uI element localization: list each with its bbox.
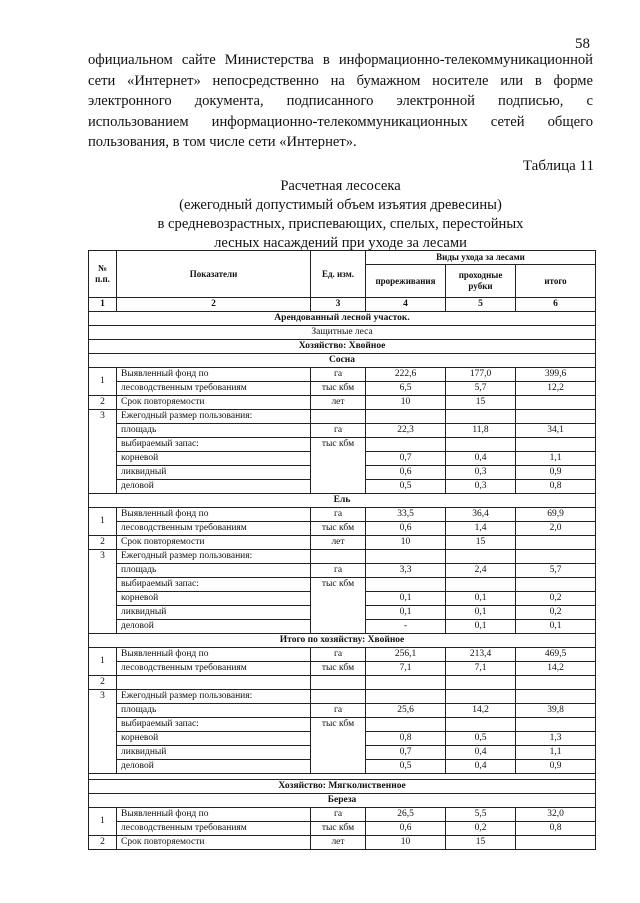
value-cell: 6,5 bbox=[366, 382, 446, 396]
value-cell bbox=[516, 536, 596, 550]
unit-cell: га bbox=[311, 508, 366, 522]
forest-cutting-table bbox=[88, 250, 596, 850]
value-cell: 0,6 bbox=[366, 522, 446, 536]
value-cell: 25,6 bbox=[366, 704, 446, 718]
row-number: 2 bbox=[89, 396, 117, 410]
table-label: Таблица 11 bbox=[522, 158, 594, 174]
column-number: 2 bbox=[117, 298, 311, 312]
table-row bbox=[89, 410, 596, 424]
value-cell: 0,5 bbox=[366, 480, 446, 494]
value-cell: 1,3 bbox=[516, 732, 596, 746]
row-label: лесоводственным требованиям bbox=[117, 822, 311, 836]
value-cell bbox=[516, 836, 596, 850]
column-number: 3 bbox=[311, 298, 366, 312]
row-number: 2 bbox=[89, 676, 117, 690]
unit-cell: лет bbox=[311, 536, 366, 550]
unit-cell: тыс кбм bbox=[311, 662, 366, 676]
value-cell: 15 bbox=[446, 396, 516, 410]
row-label: Выявленный фонд по bbox=[117, 808, 311, 822]
value-cell: 0,7 bbox=[366, 746, 446, 760]
row-label: ликвидный bbox=[117, 746, 311, 760]
value-cell: 469,5 bbox=[516, 648, 596, 662]
table-row bbox=[89, 676, 596, 690]
value-cell: 32,0 bbox=[516, 808, 596, 822]
caption-line: лесных насаждений при уходе за лесами bbox=[214, 235, 467, 251]
row-number: 3 bbox=[89, 690, 117, 774]
value-cell: 14,2 bbox=[446, 704, 516, 718]
table-row bbox=[89, 690, 596, 704]
value-cell: 2,0 bbox=[516, 522, 596, 536]
table-row bbox=[89, 836, 596, 850]
row-label: Выявленный фонд по bbox=[117, 508, 311, 522]
row-label: деловой bbox=[117, 620, 311, 634]
header-thinning: прореживания bbox=[366, 265, 446, 298]
value-cell: 15 bbox=[446, 536, 516, 550]
value-cell: 3,3 bbox=[366, 564, 446, 578]
value-cell: 22,3 bbox=[366, 424, 446, 438]
row-label: выбираемый запас: bbox=[117, 718, 311, 732]
species-heading-birch: Береза bbox=[89, 794, 596, 808]
unit-cell: лет bbox=[311, 396, 366, 410]
page-number: 58 bbox=[575, 36, 590, 52]
row-number: 1 bbox=[89, 368, 117, 396]
value-cell: 69,9 bbox=[516, 508, 596, 522]
row-label: Ежегодный размер пользования: bbox=[117, 690, 311, 704]
value-cell: 0,5 bbox=[366, 760, 446, 774]
value-cell: 0,3 bbox=[446, 466, 516, 480]
value-cell: 0,3 bbox=[446, 480, 516, 494]
header-kinds: Виды ухода за лесами bbox=[366, 251, 596, 265]
value-cell: 0,1 bbox=[516, 620, 596, 634]
row-label: лесоводственным требованиям bbox=[117, 382, 311, 396]
row-label: лесоводственным требованиям bbox=[117, 662, 311, 676]
value-cell: 5,7 bbox=[516, 564, 596, 578]
table-row bbox=[89, 564, 596, 578]
table-row bbox=[89, 508, 596, 522]
row-label: Выявленный фонд по bbox=[117, 368, 311, 382]
farm-softwood-heading: Хозяйство: Мягколиственное bbox=[89, 780, 596, 794]
row-label: корневой bbox=[117, 452, 311, 466]
unit-cell: га bbox=[311, 648, 366, 662]
value-cell: 0,5 bbox=[446, 732, 516, 746]
value-cell: 10 bbox=[366, 536, 446, 550]
value-cell: 0,9 bbox=[516, 760, 596, 774]
row-label: Срок повторяемости bbox=[117, 836, 311, 850]
value-cell: 0,6 bbox=[366, 466, 446, 480]
table-row bbox=[89, 662, 596, 676]
unit-cell: тыс кбм bbox=[311, 382, 366, 396]
value-cell: 0,2 bbox=[516, 606, 596, 620]
unit-cell: тыс кбм bbox=[311, 578, 366, 634]
table-caption bbox=[88, 177, 593, 253]
row-label: выбираемый запас: bbox=[117, 578, 311, 592]
column-number: 6 bbox=[516, 298, 596, 312]
value-cell bbox=[516, 396, 596, 410]
value-cell: 0,1 bbox=[366, 592, 446, 606]
row-label: Ежегодный размер пользования: bbox=[117, 410, 311, 424]
header-passage: проходные рубки bbox=[446, 265, 516, 298]
table-row bbox=[89, 382, 596, 396]
table-row bbox=[89, 808, 596, 822]
column-number: 1 bbox=[89, 298, 117, 312]
header-total: итого bbox=[516, 265, 596, 298]
table-row bbox=[89, 704, 596, 718]
value-cell: 0,4 bbox=[446, 452, 516, 466]
table-row bbox=[89, 822, 596, 836]
value-cell: 222,6 bbox=[366, 368, 446, 382]
row-label: корневой bbox=[117, 592, 311, 606]
table-row bbox=[89, 396, 596, 410]
value-cell: 36,4 bbox=[446, 508, 516, 522]
value-cell: 0,8 bbox=[516, 822, 596, 836]
row-label: ликвидный bbox=[117, 466, 311, 480]
value-cell: 33,5 bbox=[366, 508, 446, 522]
value-cell: 12,2 bbox=[516, 382, 596, 396]
table-row bbox=[89, 424, 596, 438]
value-cell: 0,2 bbox=[516, 592, 596, 606]
value-cell: 0,9 bbox=[516, 466, 596, 480]
row-number: 1 bbox=[89, 508, 117, 536]
table-row bbox=[89, 550, 596, 564]
header-unit: Ед. изм. bbox=[311, 251, 366, 298]
value-cell: 0,8 bbox=[366, 732, 446, 746]
row-label: Ежегодный размер пользования: bbox=[117, 550, 311, 564]
column-number-row bbox=[89, 298, 596, 312]
value-cell: 256,1 bbox=[366, 648, 446, 662]
table-row bbox=[89, 718, 596, 732]
table-row bbox=[89, 438, 596, 452]
value-cell: - bbox=[366, 620, 446, 634]
intro-paragraph: официальном сайте Министерства в информационно-телекоммуникационной сети «Интернет» непосредственно на бумажном носителе или в форме электронного документа, подписанного электронной подписью, с использованием информационно-телекоммуникационных сетей общего пользования, в том числе сети «Интернет». bbox=[88, 52, 593, 150]
row-number: 2 bbox=[89, 536, 117, 550]
row-label: площадь bbox=[117, 424, 311, 438]
value-cell: 0,7 bbox=[366, 452, 446, 466]
value-cell: 213,4 bbox=[446, 648, 516, 662]
value-cell: 0,8 bbox=[516, 480, 596, 494]
value-cell: 0,2 bbox=[446, 822, 516, 836]
unit-cell: лет bbox=[311, 836, 366, 850]
value-cell: 5,5 bbox=[446, 808, 516, 822]
value-cell: 0,6 bbox=[366, 822, 446, 836]
value-cell: 399,6 bbox=[516, 368, 596, 382]
value-cell: 1,1 bbox=[516, 452, 596, 466]
unit-cell: тыс кбм bbox=[311, 522, 366, 536]
unit-cell: га bbox=[311, 424, 366, 438]
value-cell: 26,5 bbox=[366, 808, 446, 822]
table-row bbox=[89, 578, 596, 592]
header-num: № п.п. bbox=[89, 251, 117, 298]
value-cell: 15 bbox=[446, 836, 516, 850]
value-cell: 10 bbox=[366, 396, 446, 410]
caption-line: в средневозрастных, приспевающих, спелых, перестойных bbox=[157, 216, 524, 232]
row-label: лесоводственным требованиям bbox=[117, 522, 311, 536]
value-cell: 34,1 bbox=[516, 424, 596, 438]
row-number: 3 bbox=[89, 410, 117, 494]
value-cell: 0,4 bbox=[446, 746, 516, 760]
value-cell: 0,1 bbox=[446, 592, 516, 606]
value-cell: 10 bbox=[366, 836, 446, 850]
column-number: 5 bbox=[446, 298, 516, 312]
row-label: площадь bbox=[117, 704, 311, 718]
unit-cell: га bbox=[311, 704, 366, 718]
value-cell: 7,1 bbox=[446, 662, 516, 676]
row-label: Срок повторяемости bbox=[117, 396, 311, 410]
section-protective: Защитные леса bbox=[89, 326, 596, 340]
unit-cell: га bbox=[311, 368, 366, 382]
value-cell: 1,4 bbox=[446, 522, 516, 536]
row-label: выбираемый запас: bbox=[117, 438, 311, 452]
value-cell: 0,4 bbox=[446, 760, 516, 774]
row-number: 1 bbox=[89, 808, 117, 836]
caption-line: Расчетная лесосека bbox=[280, 178, 401, 194]
row-label: Выявленный фонд по bbox=[117, 648, 311, 662]
row-number: 3 bbox=[89, 550, 117, 634]
table-row bbox=[89, 648, 596, 662]
unit-cell: тыс кбм bbox=[311, 718, 366, 774]
value-cell: 2,4 bbox=[446, 564, 516, 578]
value-cell: 177,0 bbox=[446, 368, 516, 382]
value-cell: 11,8 bbox=[446, 424, 516, 438]
row-label: ликвидный bbox=[117, 606, 311, 620]
farm-conifer-heading: Хозяйство: Хвойное bbox=[89, 340, 596, 354]
total-conifer-heading: Итого по хозяйству: Хвойное bbox=[89, 634, 596, 648]
row-label: площадь bbox=[117, 564, 311, 578]
value-cell: 7,1 bbox=[366, 662, 446, 676]
column-number: 4 bbox=[366, 298, 446, 312]
unit-cell: тыс кбм bbox=[311, 438, 366, 494]
value-cell: 0,1 bbox=[446, 620, 516, 634]
species-heading-spruce: Ель bbox=[89, 494, 596, 508]
row-label: Срок повторяемости bbox=[117, 536, 311, 550]
header-indicator: Показатели bbox=[117, 251, 311, 298]
row-number: 2 bbox=[89, 836, 117, 850]
value-cell: 14,2 bbox=[516, 662, 596, 676]
unit-cell: га bbox=[311, 564, 366, 578]
value-cell: 0,1 bbox=[366, 606, 446, 620]
species-heading-pine: Сосна bbox=[89, 354, 596, 368]
row-number: 1 bbox=[89, 648, 117, 676]
table-row bbox=[89, 368, 596, 382]
row-label: деловой bbox=[117, 760, 311, 774]
section-lease: Арендованный лесной участок. bbox=[89, 312, 596, 326]
caption-line: (ежегодный допустимый объем изъятия древесины) bbox=[179, 197, 502, 213]
value-cell: 39,8 bbox=[516, 704, 596, 718]
value-cell: 0,1 bbox=[446, 606, 516, 620]
table-row bbox=[89, 522, 596, 536]
row-label: деловой bbox=[117, 480, 311, 494]
value-cell: 5,7 bbox=[446, 382, 516, 396]
unit-cell: га bbox=[311, 808, 366, 822]
table-row bbox=[89, 536, 596, 550]
value-cell: 1,1 bbox=[516, 746, 596, 760]
row-label: корневой bbox=[117, 732, 311, 746]
unit-cell: тыс кбм bbox=[311, 822, 366, 836]
